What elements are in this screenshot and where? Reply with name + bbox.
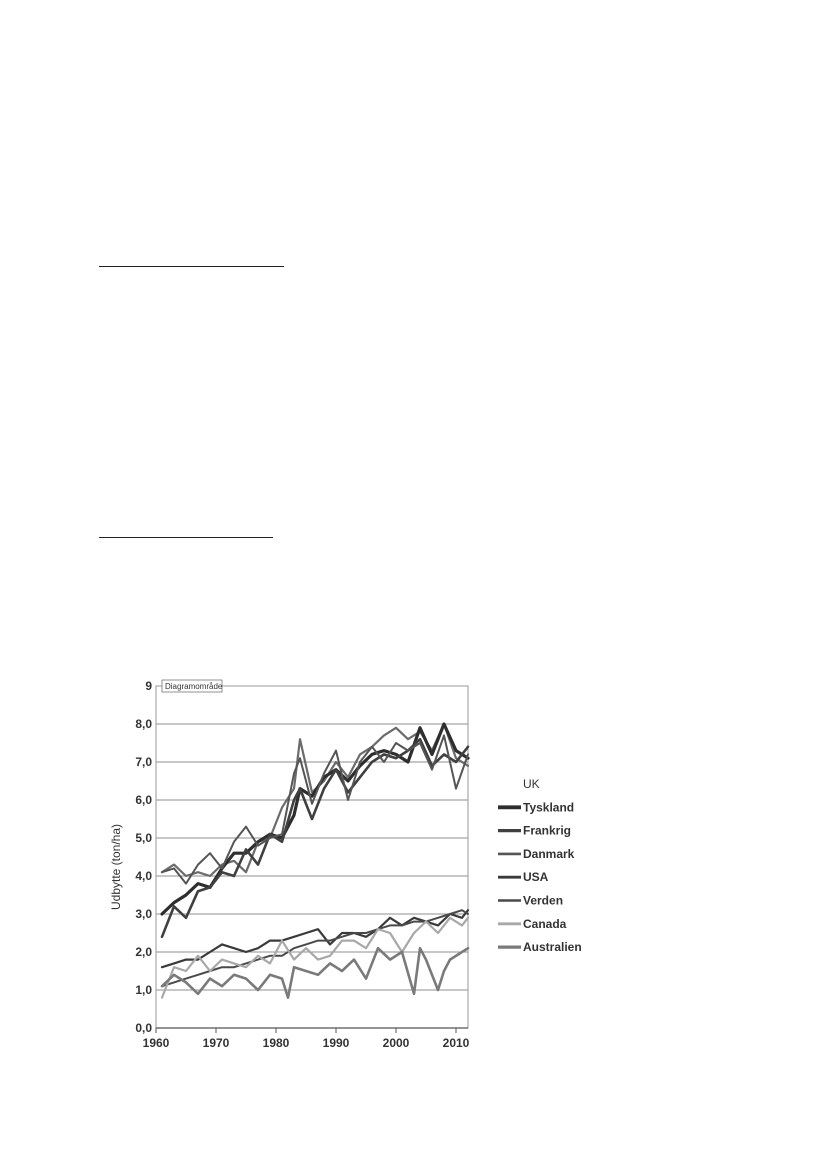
y-tick-label: 6,0 <box>135 793 152 807</box>
yield-chart-svg <box>108 672 608 1062</box>
legend-label: Canada <box>523 916 567 931</box>
x-tick-label: 2010 <box>442 1036 470 1050</box>
y-tick-label: 4,0 <box>135 869 152 883</box>
section-rule-1 <box>99 266 284 267</box>
y-tick-label: 0,0 <box>135 1021 152 1035</box>
axes <box>135 679 469 1050</box>
section-rule-2 <box>99 537 273 538</box>
legend-label: Frankrig <box>523 823 572 838</box>
legend-label: Tyskland <box>523 800 575 815</box>
y-tick-label: 1,0 <box>135 983 152 997</box>
y-tick-label: 7,0 <box>135 755 152 769</box>
y-tick-label: 2,0 <box>135 945 152 959</box>
legend-label: USA <box>523 870 549 885</box>
y-tick-label: 5,0 <box>135 831 152 845</box>
y-tick-label: 8,0 <box>135 717 152 731</box>
x-tick-label: 2000 <box>382 1036 410 1050</box>
plot-area-tag <box>162 680 223 692</box>
series-lines <box>162 724 468 998</box>
x-tick-label: 1960 <box>142 1036 170 1050</box>
legend-label: Australien <box>523 940 582 955</box>
x-tick-label: 1980 <box>262 1036 290 1050</box>
legend-label: Danmark <box>523 846 575 861</box>
x-tick-label: 1990 <box>322 1036 350 1050</box>
x-tick-label: 1970 <box>202 1036 230 1050</box>
series-line <box>162 910 468 967</box>
legend-label: UK <box>523 777 540 791</box>
plot-area-tag-label: Diagramområde <box>165 682 223 691</box>
plot-area-border <box>156 686 468 1028</box>
yield-chart <box>108 672 608 1062</box>
y-tick-label: 9 <box>145 679 152 693</box>
legend <box>498 777 582 954</box>
series-line <box>162 724 468 914</box>
y-axis-label: Udbytte (ton/ha) <box>109 823 123 911</box>
legend-label: Verden <box>523 893 564 908</box>
y-tick-label: 3,0 <box>135 907 152 921</box>
